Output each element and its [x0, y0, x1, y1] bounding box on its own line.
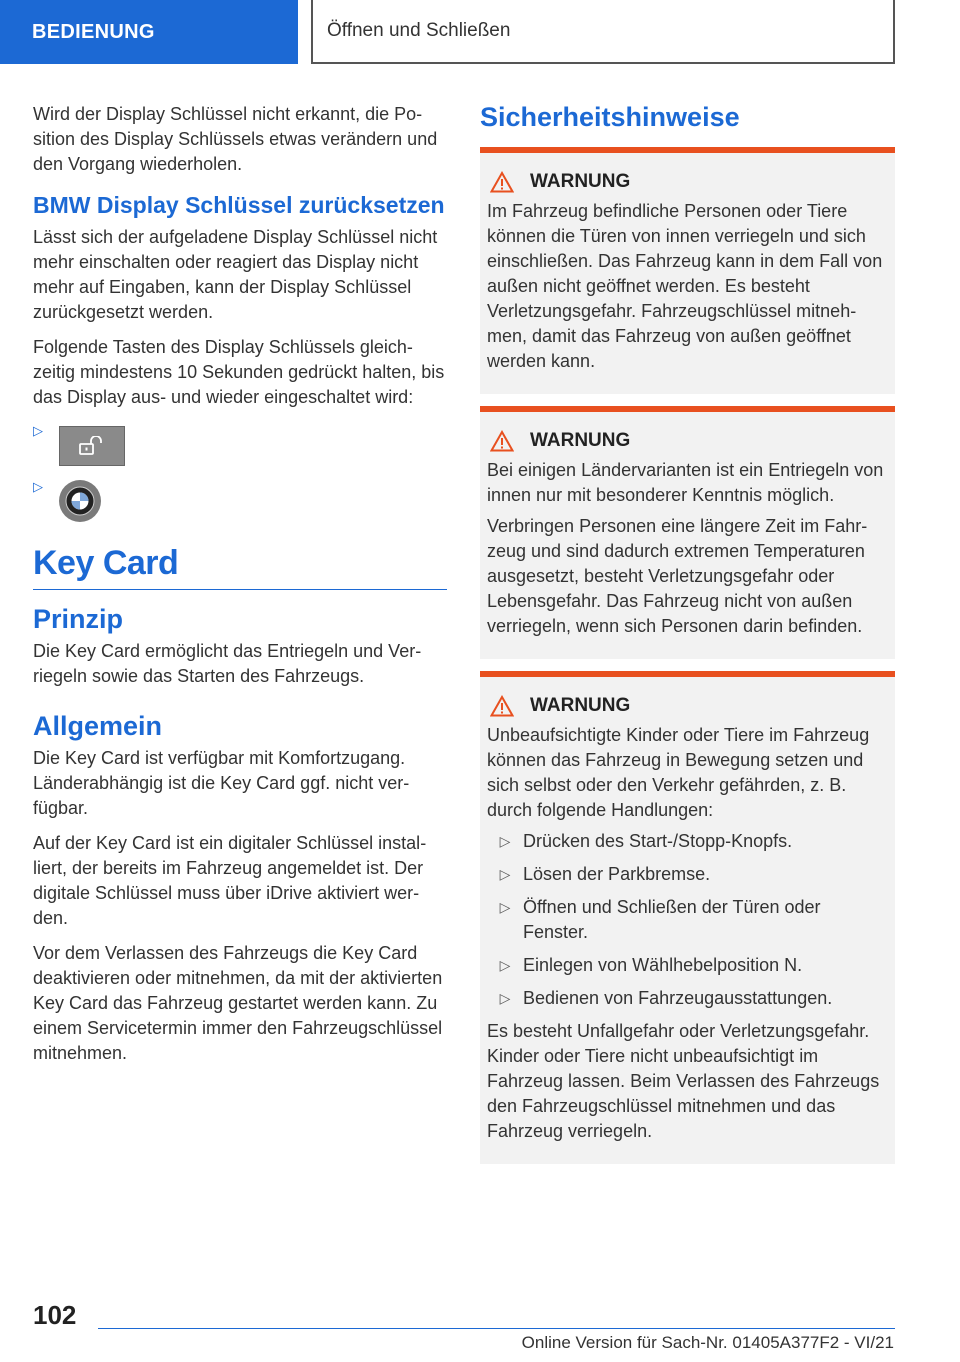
safety-heading: Sicherheitshinweise	[480, 102, 740, 132]
warning-text: Im Fahrzeug befindliche Personen oder Tiere können die Türen von innen verriegeln und sich einschließen. Das Fahrzeug kann in dem Fall von außen nicht geöffnet werden. Es besteht Verletzungsgefahr. Fahrzeugschlüssel mitnehmen, damit das Fahrzeug von außen geöffnet werden kann.	[487, 201, 883, 371]
prinzip-heading: Prinzip	[33, 604, 124, 634]
list-item: ▷ Öffnen und Schließen der Türen oder Fenster.	[487, 895, 888, 945]
chapter-title: Öffnen und Schließen	[311, 0, 895, 64]
reset-text-1: Lässt sich der aufgeladene Display Schlüssel nicht mehr einschalten oder reagiert das Display nicht mehr auf Eingaben, kann der Display Schlüssel zurückgesetzt werden.	[33, 227, 438, 322]
warning-box	[480, 671, 895, 1164]
footer-divider	[98, 1328, 895, 1329]
right-column	[480, 102, 895, 1176]
step-item	[33, 420, 447, 466]
allgemein-text-3: Vor dem Verlassen des Fahrzeugs die Key Card deaktivieren oder mitnehmen, da mit der aktivierten Key Card das Fahrzeug gestartet werden kann. Zu einem Servicetermin immer den Fahrzeugschlüssel mitnehmen.	[33, 943, 443, 1063]
warning-text: Unbeaufsichtigte Kinder oder Tiere im Fahrzeug können das Fahrzeug in Bewegung setzen und sich selbst oder den Verkehr gefährden, z. B. durch folgende Handlungen:	[487, 725, 870, 820]
warning-label: WARNUNG	[530, 695, 631, 716]
intro-text: Wird der Display Schlüssel nicht erkannt, die Position des Display Schlüssels etwas verändern und den Vorgang wiederholen.	[33, 104, 438, 174]
warning-triangle-icon	[490, 171, 514, 193]
triangle-icon: ▷	[499, 957, 511, 973]
list-item: ▷ Drücken des Start-/Stopp-Knopfs.	[487, 829, 888, 854]
page-number: 102	[33, 1300, 77, 1330]
triangle-icon: ▷	[33, 479, 43, 494]
warning-label: WARNUNG	[530, 171, 631, 192]
warning-text: Es besteht Unfallgefahr oder Verletzungsgefahr. Kinder oder Tiere nicht unbeaufsichtigt im Fahrzeug lassen. Beim Verlassen des Fahrzeugs den Fahrzeugschlüssel mitnehmen und das Fahrzeug verriegeln.	[487, 1021, 880, 1141]
triangle-icon: ▷	[499, 990, 511, 1006]
triangle-icon: ▷	[499, 899, 511, 915]
triangle-icon: ▷	[33, 423, 43, 438]
allgemein-text-1: Die Key Card ist verfügbar mit Komfortzugang. Länderabhängig ist die Key Card ggf. nicht verfügbar.	[33, 748, 410, 818]
warning-box	[480, 147, 895, 394]
warning-box	[480, 406, 895, 659]
warning-header	[487, 171, 888, 193]
warning-triangle-icon	[490, 430, 514, 452]
reset-text-2: Folgende Tasten des Display Schlüssels gleichzeitig mindestens 10 Sekunden gedrückt halten, bis das Display aus- und wieder eingeschaltet wird:	[33, 337, 445, 407]
list-item: ▷ Lösen der Parkbremse.	[487, 862, 888, 887]
keycard-heading: Key Card	[33, 544, 179, 582]
warning-triangle-icon	[490, 695, 514, 717]
triangle-icon: ▷	[499, 866, 511, 882]
section-tab: BEDIENUNG	[0, 0, 298, 64]
left-column	[33, 102, 447, 1076]
keycard-heading-block	[33, 544, 447, 590]
triangle-icon: ▷	[499, 833, 511, 849]
allgemein-text-2: Auf der Key Card ist ein digitaler Schlüssel installiert, der bereits im Fahrzeug angemeldet ist. Der digitale Schlüssel muss über iDrive aktiviert werden.	[33, 833, 427, 928]
bmw-logo-button-icon	[59, 480, 101, 522]
allgemein-heading: Allgemein	[33, 711, 163, 741]
step-item	[33, 476, 447, 522]
warning-text: Verbringen Personen eine längere Zeit im Fahrzeug und sind dadurch extremen Temperaturen ausgesetzt, besteht Verletzungsgefahr oder Lebensgefahr. Das Fahrzeug nicht von außen verriegeln, wenn sich Personen darin befinden.	[487, 516, 868, 636]
warning-label: WARNUNG	[530, 430, 631, 451]
prinzip-text: Die Key Card ermöglicht das Entriegeln und Verriegeln sowie das Starten des Fahrzeugs.	[33, 641, 422, 686]
unlock-key-icon	[59, 426, 125, 466]
list-item: ▷ Bedienen von Fahrzeugausstattungen.	[487, 986, 888, 1011]
footer-version: Online Version für Sach-Nr. 01405A377F2 - VI/21	[521, 1333, 894, 1352]
warning-header	[487, 695, 888, 717]
reset-heading: BMW Display Schlüssel zurücksetzen	[33, 192, 445, 218]
warning-header	[487, 430, 888, 452]
warning-text: Bei einigen Ländervarianten ist ein Entriegeln von innen nur mit besonderer Kenntnis möglich.	[487, 460, 884, 505]
list-item: ▷ Einlegen von Wählhebelposition N.	[487, 953, 888, 978]
